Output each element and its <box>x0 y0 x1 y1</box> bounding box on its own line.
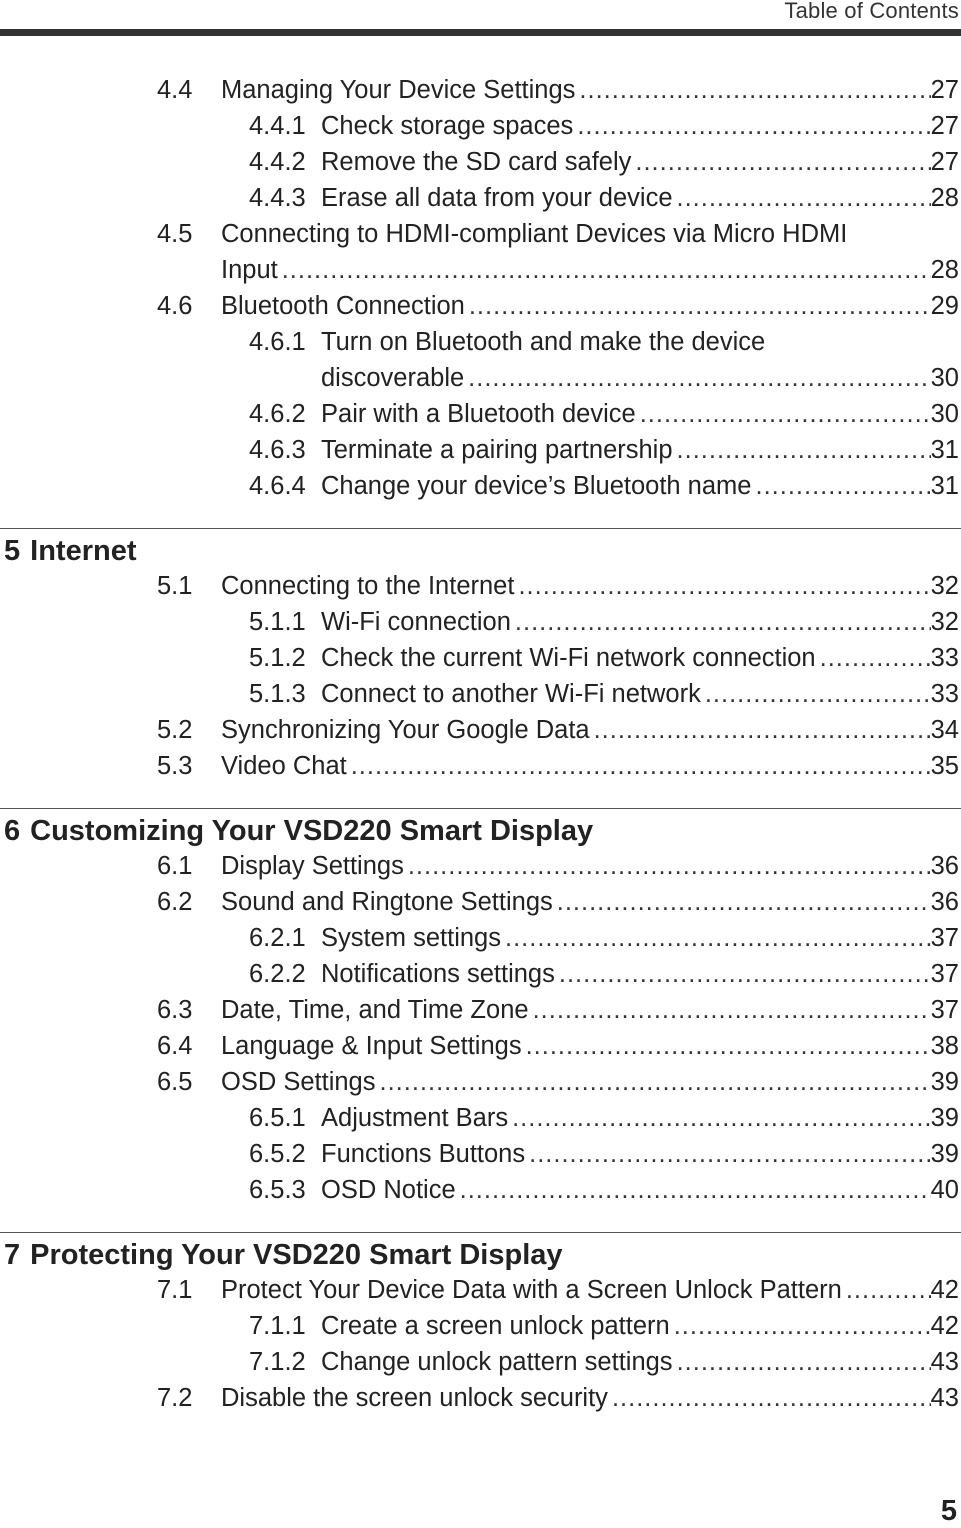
section-number: 5.1.3 <box>249 680 306 708</box>
section-number: 4.6.2 <box>249 400 306 428</box>
dot-leader <box>522 1028 931 1064</box>
page-ref: 43 <box>930 1348 959 1376</box>
toc-entry[interactable] <box>0 1308 961 1344</box>
toc-entry[interactable] <box>0 1100 961 1136</box>
section-title: Terminate a pairing partnership <box>321 436 673 464</box>
toc-entry[interactable] <box>0 884 961 920</box>
entry-line <box>321 108 961 144</box>
chapter-heading[interactable] <box>4 531 136 571</box>
entry-line <box>321 920 961 956</box>
page-number: 5 <box>940 1495 957 1527</box>
page-ref: 38 <box>930 1032 959 1060</box>
toc-entry[interactable] <box>0 1028 961 1064</box>
chapter-title: Protecting Your VSD220 Smart Display <box>30 1239 563 1271</box>
dot-leader <box>465 288 931 324</box>
entry-line <box>221 1380 961 1416</box>
toc-entry[interactable] <box>0 1272 961 1308</box>
entry-line <box>321 1136 961 1172</box>
section-title: Functions Buttons <box>321 1140 526 1168</box>
page-ref: 39 <box>930 1140 959 1168</box>
section-title: Date, Time, and Time Zone <box>221 996 529 1024</box>
section-title: Check the current Wi-Fi network connection <box>321 644 816 672</box>
toc-entry[interactable] <box>0 216 961 252</box>
section-number: 7.1.2 <box>249 1348 306 1376</box>
section-number: 5.3 <box>157 752 193 780</box>
dot-leader <box>608 1380 931 1416</box>
toc-entry[interactable] <box>0 1136 961 1172</box>
page-ref: 31 <box>930 472 959 500</box>
entry-line <box>221 748 961 784</box>
section-title: Disable the screen unlock security <box>221 1384 608 1412</box>
toc-entry[interactable] <box>0 748 961 784</box>
dot-leader <box>670 1308 931 1344</box>
dot-leader <box>636 396 931 432</box>
entry-line <box>221 884 961 920</box>
section-title: Input <box>221 256 278 284</box>
dot-leader <box>555 956 931 992</box>
section-number: 6.2.1 <box>249 924 306 952</box>
chapter-number: 6 <box>4 815 21 847</box>
chapter-divider <box>0 528 961 529</box>
section-number: 6.5.3 <box>249 1176 306 1204</box>
toc-entry[interactable] <box>0 288 961 324</box>
section-title: Protect Your Device Data with a Screen Unlock Pattern <box>221 1276 842 1304</box>
chapter-divider <box>0 1232 961 1233</box>
chapter-title: Customizing Your VSD220 Smart Display <box>30 815 594 847</box>
dot-leader <box>573 108 930 144</box>
dot-leader <box>375 1064 930 1100</box>
dot-leader <box>590 712 931 748</box>
section-number: 4.6 <box>157 292 193 320</box>
entry-line <box>221 216 961 252</box>
page-ref: 33 <box>930 680 959 708</box>
chapter-heading[interactable] <box>4 1235 563 1275</box>
section-number: 7.2 <box>157 1384 193 1412</box>
toc-entry[interactable] <box>0 108 961 144</box>
page-ref: 27 <box>930 76 959 104</box>
page-ref: 33 <box>930 644 959 672</box>
dot-leader <box>529 992 931 1028</box>
entry-line <box>321 468 961 504</box>
section-title: Language & Input Settings <box>221 1032 522 1060</box>
entry-line <box>321 360 961 396</box>
page-ref: 27 <box>930 112 959 140</box>
section-title: Wi-Fi connection <box>321 608 511 636</box>
section-title: Change unlock pattern settings <box>321 1348 673 1376</box>
section-number: 5.2 <box>157 716 193 744</box>
section-title: System settings <box>321 924 501 952</box>
section-title: Erase all data from your device <box>321 184 673 212</box>
toc-entry[interactable] <box>0 676 961 712</box>
dot-leader <box>278 252 931 288</box>
page-ref: 37 <box>930 960 959 988</box>
entry-line <box>321 956 961 992</box>
section-number: 4.4 <box>157 76 193 104</box>
section-title: discoverable <box>321 364 465 392</box>
toc-entry[interactable] <box>0 712 961 748</box>
chapter-number: 7 <box>4 1239 21 1271</box>
chapter-heading[interactable] <box>4 811 593 851</box>
toc-entry[interactable] <box>0 1064 961 1100</box>
page-ref: 39 <box>930 1104 959 1132</box>
toc-entry[interactable] <box>0 848 961 884</box>
section-number: 6.5 <box>157 1068 193 1096</box>
dot-leader <box>525 1136 931 1172</box>
toc-entry[interactable] <box>0 360 961 396</box>
section-number: 7.1 <box>157 1276 193 1304</box>
section-number: 4.6.3 <box>249 436 306 464</box>
section-number: 4.4.3 <box>249 184 306 212</box>
toc-entry[interactable] <box>0 920 961 956</box>
section-title: OSD Notice <box>321 1176 456 1204</box>
dot-leader <box>631 144 930 180</box>
section-number: 6.1 <box>157 852 193 880</box>
page-ref: 37 <box>930 924 959 952</box>
toc-entry[interactable] <box>0 1344 961 1380</box>
section-number: 5.1.1 <box>249 608 306 636</box>
section-title: Bluetooth Connection <box>221 292 465 320</box>
entry-line <box>321 676 961 712</box>
toc-entry[interactable] <box>0 252 961 288</box>
chapter-divider <box>0 808 961 809</box>
dot-leader <box>508 1100 931 1136</box>
entry-line <box>221 1028 961 1064</box>
entry-line <box>221 1272 961 1308</box>
section-number: 6.2 <box>157 888 193 916</box>
entry-line <box>221 992 961 1028</box>
section-number: 6.3 <box>157 996 193 1024</box>
chapter-number: 5 <box>4 535 21 567</box>
toc-entry[interactable] <box>0 568 961 604</box>
dot-leader <box>673 1344 931 1380</box>
section-number: 6.5.1 <box>249 1104 306 1132</box>
page-ref: 29 <box>930 292 959 320</box>
entry-line <box>221 252 961 288</box>
section-number: 6.5.2 <box>249 1140 306 1168</box>
running-header: Table of Contents <box>784 0 959 23</box>
entry-line <box>221 848 961 884</box>
entry-line <box>321 324 961 360</box>
section-title: Display Settings <box>221 852 404 880</box>
entry-line <box>321 396 961 432</box>
section-title: Connecting to the Internet <box>221 572 515 600</box>
page-ref: 43 <box>930 1384 959 1412</box>
section-title: Connect to another Wi-Fi network <box>321 680 701 708</box>
entry-line <box>321 640 961 676</box>
page-ref: 42 <box>930 1276 959 1304</box>
page-ref: 36 <box>930 852 959 880</box>
page-ref: 42 <box>930 1312 959 1340</box>
section-title: Synchronizing Your Google Data <box>221 716 590 744</box>
section-number: 4.4.2 <box>249 148 306 176</box>
entry-line <box>321 1344 961 1380</box>
dot-leader <box>553 884 931 920</box>
entry-line <box>321 180 961 216</box>
toc-entry[interactable] <box>0 956 961 992</box>
dot-leader <box>842 1272 931 1308</box>
section-title: Sound and Ringtone Settings <box>221 888 553 916</box>
dot-leader <box>404 848 931 884</box>
section-title: Pair with a Bluetooth device <box>321 400 636 428</box>
section-number: 6.2.2 <box>249 960 306 988</box>
toc-entry[interactable] <box>0 72 961 108</box>
section-number: 5.1.2 <box>249 644 306 672</box>
page-ref: 28 <box>930 184 959 212</box>
section-number: 4.4.1 <box>249 112 306 140</box>
entry-line <box>321 432 961 468</box>
page-ref: 27 <box>930 148 959 176</box>
page-ref: 39 <box>930 1068 959 1096</box>
toc-entry[interactable] <box>0 468 961 504</box>
section-number: 4.5 <box>157 220 193 248</box>
page-ref: 30 <box>930 400 959 428</box>
dot-leader <box>673 180 931 216</box>
section-title: Remove the SD card safely <box>321 148 632 176</box>
entry-line <box>321 1172 961 1208</box>
section-title: Managing Your Device Settings <box>221 76 576 104</box>
section-number: 4.6.4 <box>249 472 306 500</box>
section-number: 5.1 <box>157 572 193 600</box>
section-title: Video Chat <box>221 752 347 780</box>
entry-line <box>221 1064 961 1100</box>
dot-leader <box>347 748 931 784</box>
section-title: OSD Settings <box>221 1068 376 1096</box>
toc-entry[interactable] <box>0 144 961 180</box>
header-rule <box>0 29 961 36</box>
toc-entry[interactable] <box>0 992 961 1028</box>
entry-line <box>321 1308 961 1344</box>
toc-entry[interactable] <box>0 1380 961 1416</box>
dot-leader <box>816 640 931 676</box>
dot-leader <box>701 676 931 712</box>
entry-line <box>321 1100 961 1136</box>
section-title: Create a screen unlock pattern <box>321 1312 670 1340</box>
chapter-title: Internet <box>30 535 137 567</box>
dot-leader <box>464 360 930 396</box>
page-ref: 32 <box>930 572 959 600</box>
toc-entry[interactable] <box>0 640 961 676</box>
section-number: 4.6.1 <box>249 328 306 356</box>
toc-entry[interactable] <box>0 324 961 360</box>
entry-line <box>221 712 961 748</box>
entry-line <box>321 144 961 180</box>
page-ref: 32 <box>930 608 959 636</box>
section-title: Connecting to HDMI-compliant Devices via Micro HDMI <box>221 220 848 248</box>
page-ref: 35 <box>930 752 959 780</box>
dot-leader <box>751 468 930 504</box>
entry-line <box>221 72 961 108</box>
dot-leader <box>514 568 930 604</box>
page-ref: 40 <box>930 1176 959 1204</box>
dot-leader <box>456 1172 931 1208</box>
dot-leader <box>511 604 931 640</box>
page-ref: 36 <box>930 888 959 916</box>
page-ref: 37 <box>930 996 959 1024</box>
entry-line <box>221 568 961 604</box>
dot-leader <box>673 432 931 468</box>
page-ref: 34 <box>930 716 959 744</box>
section-number: 7.1.1 <box>249 1312 306 1340</box>
toc-entry[interactable] <box>0 180 961 216</box>
section-title: Check storage spaces <box>321 112 574 140</box>
section-title: Turn on Bluetooth and make the device <box>321 328 766 356</box>
entry-line <box>321 604 961 640</box>
dot-leader <box>501 920 931 956</box>
toc-entry[interactable] <box>0 1172 961 1208</box>
page-ref: 28 <box>930 256 959 284</box>
toc-entry[interactable] <box>0 396 961 432</box>
entry-line <box>221 288 961 324</box>
toc-entry[interactable] <box>0 432 961 468</box>
toc-entry[interactable] <box>0 604 961 640</box>
section-title: Notifications settings <box>321 960 555 988</box>
page-ref: 30 <box>930 364 959 392</box>
section-title: Change your device’s Bluetooth name <box>321 472 752 500</box>
page-ref: 31 <box>930 436 959 464</box>
section-number: 6.4 <box>157 1032 193 1060</box>
dot-leader <box>575 72 930 108</box>
section-title: Adjustment Bars <box>321 1104 509 1132</box>
